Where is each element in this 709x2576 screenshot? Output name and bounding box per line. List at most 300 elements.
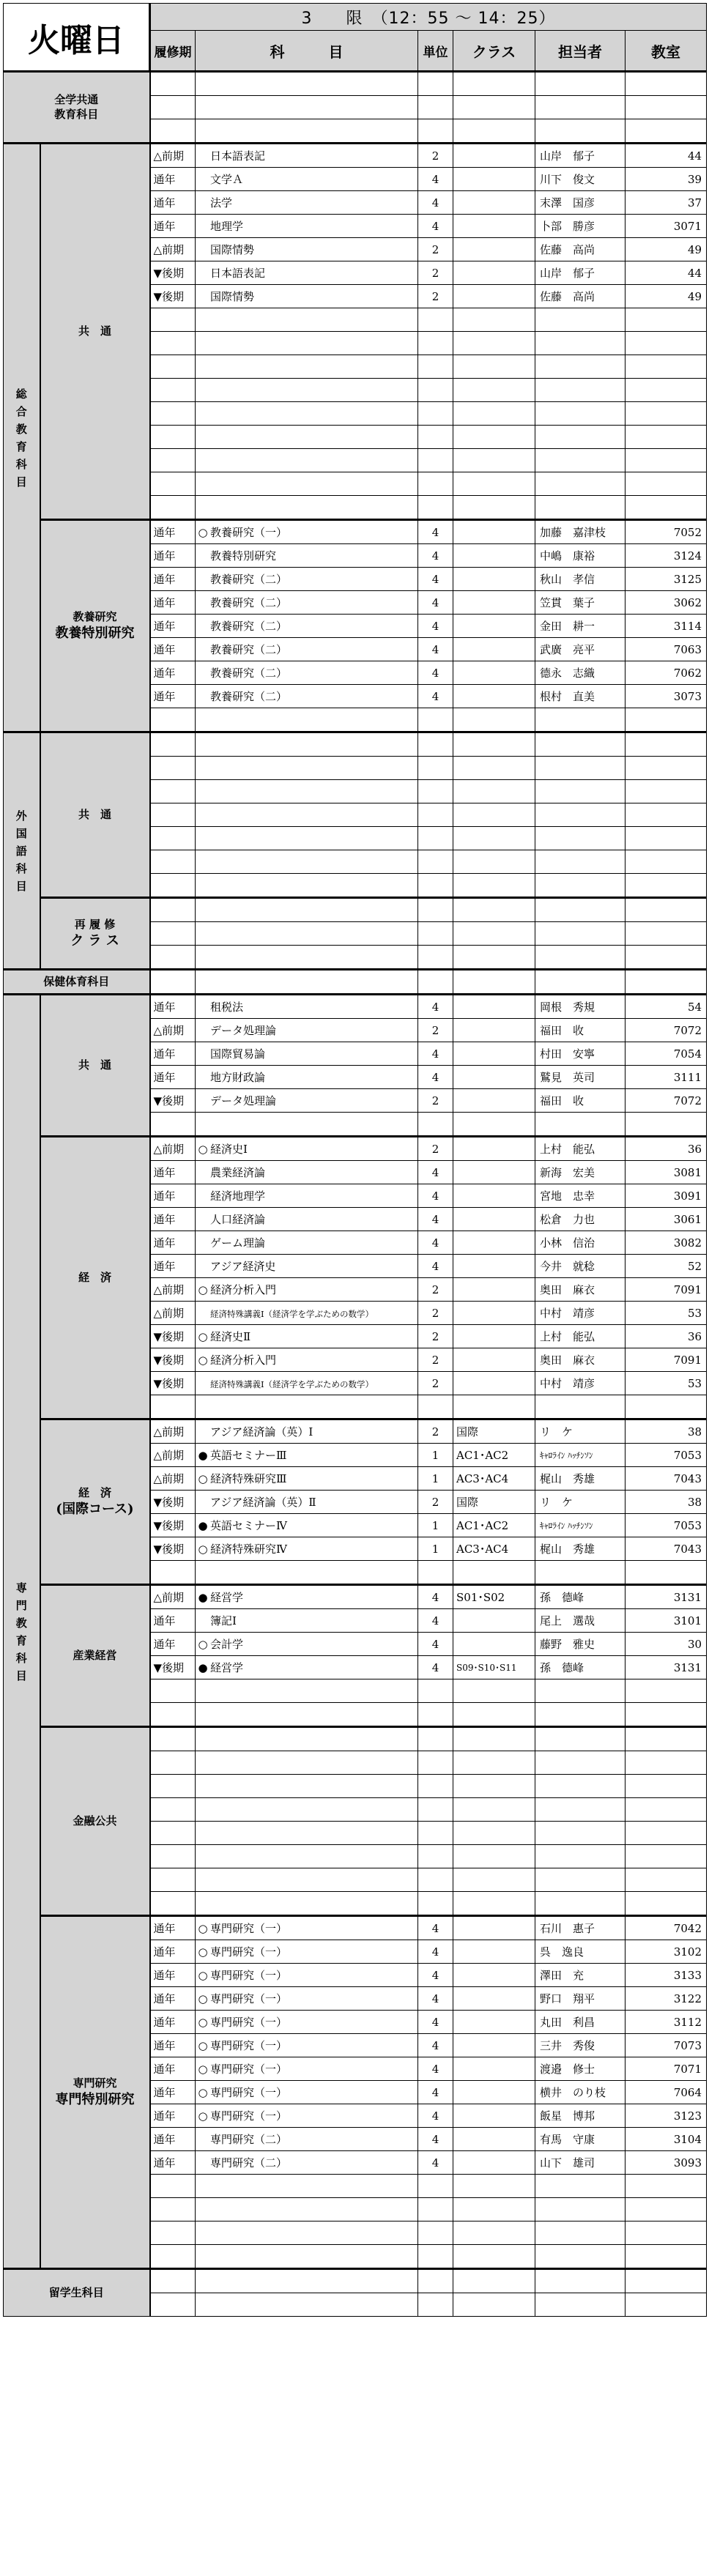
- table-row: [4, 1916, 707, 1940]
- table-row: [4, 1419, 707, 1444]
- unit-cell: [418, 2198, 453, 2221]
- subject-cell: [196, 2269, 418, 2293]
- teacher-cell: [535, 1751, 626, 1775]
- room-cell: [626, 1727, 707, 1751]
- subject-mark: ○: [198, 1283, 208, 1296]
- col-header-room: 教室: [626, 31, 707, 72]
- room-cell: [626, 308, 707, 332]
- unit-cell: 4: [418, 1208, 453, 1231]
- unit-cell: 4: [418, 1656, 453, 1679]
- semester-cell: 通年: [150, 1255, 196, 1278]
- teacher-cell: 武廣 亮平: [535, 638, 626, 661]
- semester-cell: 通年: [150, 544, 196, 568]
- table-row: [4, 1727, 707, 1751]
- subject-name: 教養研究（二）: [210, 620, 288, 633]
- room-cell: [626, 1798, 707, 1822]
- subject-name: 日本語表記: [210, 149, 266, 163]
- subject-cell: [196, 2128, 418, 2151]
- class-cell: [453, 1822, 535, 1845]
- room-cell: 3101: [626, 1609, 707, 1633]
- class-cell: [453, 661, 535, 685]
- teacher-cell: [535, 2175, 626, 2198]
- room-cell: 7053: [626, 1444, 707, 1467]
- subject-cell: [196, 379, 418, 402]
- teacher-cell: [535, 2245, 626, 2269]
- room-cell: [626, 1679, 707, 1703]
- category-label: 留学生科目: [4, 2269, 150, 2317]
- unit-cell: [418, 970, 453, 995]
- class-cell: [453, 1775, 535, 1798]
- room-cell: 7043: [626, 1467, 707, 1491]
- teacher-cell: [535, 2293, 626, 2317]
- semester-cell: 通年: [150, 1964, 196, 1987]
- unit-cell: [418, 1561, 453, 1585]
- subject-cell: [196, 615, 418, 638]
- unit-cell: [418, 96, 453, 119]
- teacher-cell: 今井 就稔: [535, 1255, 626, 1278]
- room-cell: [626, 472, 707, 496]
- class-cell: [453, 1892, 535, 1916]
- class-cell: [453, 119, 535, 144]
- subject-cell: [196, 732, 418, 757]
- teacher-cell: 佐藤 高尚: [535, 238, 626, 261]
- subject-cell: [196, 2034, 418, 2057]
- teacher-cell: [535, 72, 626, 96]
- room-cell: 3133: [626, 1964, 707, 1987]
- subcategory-name-2: (国際コース): [56, 1501, 134, 1517]
- subject-name: 経済史Ⅰ: [210, 1143, 248, 1156]
- subject-cell: [196, 355, 418, 379]
- subject-mark: ○: [198, 1638, 208, 1651]
- subject-name: 専門研究（二）: [210, 2156, 288, 2169]
- teacher-cell: 梶山 秀雄: [535, 1537, 626, 1561]
- teacher-cell: 福田 收: [535, 1019, 626, 1042]
- unit-cell: 4: [418, 1916, 453, 1940]
- semester-cell: [150, 898, 196, 922]
- subject-cell: [196, 946, 418, 970]
- subject-cell: [196, 757, 418, 780]
- class-cell: [453, 1348, 535, 1372]
- room-cell: 3082: [626, 1231, 707, 1255]
- subcategory-label: [40, 144, 150, 520]
- subject-name: 経済特殊講義Ⅰ（経済学を学ぶための数学）: [210, 1378, 374, 1389]
- subject-name: 経営学: [210, 1661, 244, 1674]
- room-cell: 7072: [626, 1019, 707, 1042]
- subject-cell: [196, 1255, 418, 1278]
- room-cell: 53: [626, 1302, 707, 1325]
- subject-cell: [196, 2175, 418, 2198]
- room-cell: 3122: [626, 1987, 707, 2011]
- class-cell: [453, 2057, 535, 2081]
- semester-cell: ▼後期: [150, 1348, 196, 1372]
- semester-cell: 通年: [150, 615, 196, 638]
- teacher-cell: 孫 德峰: [535, 1656, 626, 1679]
- subcategory-name: 経 済: [78, 1270, 111, 1284]
- class-cell: [453, 1798, 535, 1822]
- teacher-cell: 卜部 勝彦: [535, 215, 626, 238]
- subcategory-name: 教養研究: [73, 610, 117, 624]
- teacher-cell: 渡邉 修士: [535, 2057, 626, 2081]
- subject-name: 専門研究（一）: [210, 1945, 288, 1959]
- teacher-cell: 呉 逸良: [535, 1940, 626, 1964]
- subject-mark: ○: [198, 2109, 208, 2123]
- subject-cell: [196, 1491, 418, 1514]
- subcategory-name: 専門研究: [73, 2076, 117, 2090]
- unit-cell: 2: [418, 1325, 453, 1348]
- room-cell: 3102: [626, 1940, 707, 1964]
- subject-cell: [196, 261, 418, 285]
- teacher-cell: [535, 2198, 626, 2221]
- teacher-cell: [535, 1892, 626, 1916]
- room-cell: 3073: [626, 685, 707, 708]
- semester-cell: [150, 402, 196, 426]
- semester-cell: 通年: [150, 168, 196, 191]
- semester-cell: [150, 922, 196, 946]
- class-cell: [453, 1964, 535, 1987]
- room-cell: 3071: [626, 215, 707, 238]
- semester-cell: 通年: [150, 1042, 196, 1066]
- class-cell: AC1･AC2: [453, 1514, 535, 1537]
- subject-name: 教養研究（二）: [210, 690, 288, 703]
- table-row: [4, 2269, 707, 2293]
- subject-cell: [196, 1372, 418, 1395]
- teacher-cell: 山下 雄司: [535, 2151, 626, 2175]
- class-cell: 国際: [453, 1491, 535, 1514]
- class-cell: [453, 1302, 535, 1325]
- room-cell: [626, 496, 707, 520]
- teacher-cell: 岡根 秀規: [535, 995, 626, 1019]
- subject-mark: ●: [198, 1591, 208, 1604]
- subject-cell: [196, 1679, 418, 1703]
- unit-cell: 4: [418, 591, 453, 615]
- class-cell: [453, 1089, 535, 1113]
- teacher-cell: 山岸 郁子: [535, 261, 626, 285]
- teacher-cell: 孫 德峰: [535, 1585, 626, 1609]
- semester-cell: 通年: [150, 215, 196, 238]
- subject-name: 経済史Ⅱ: [210, 1330, 251, 1343]
- subject-name: 農業経済論: [210, 1166, 266, 1179]
- col-header-class: クラス: [453, 31, 535, 72]
- room-cell: 36: [626, 1137, 707, 1161]
- teacher-cell: 横井 のり枝: [535, 2081, 626, 2104]
- semester-cell: ▼後期: [150, 1656, 196, 1679]
- subject-name: 英語セミナーⅣ: [210, 1519, 287, 1532]
- unit-cell: 4: [418, 2128, 453, 2151]
- subject-cell: [196, 708, 418, 732]
- subject-cell: [196, 285, 418, 308]
- semester-cell: [150, 780, 196, 803]
- unit-cell: 2: [418, 144, 453, 168]
- room-cell: [626, 946, 707, 970]
- class-cell: [453, 402, 535, 426]
- room-cell: 3091: [626, 1184, 707, 1208]
- semester-cell: [150, 1113, 196, 1137]
- room-cell: 7071: [626, 2057, 707, 2081]
- subject-cell: [196, 1703, 418, 1727]
- subcategory-name: 産業経営: [73, 1648, 117, 1662]
- room-cell: 3125: [626, 568, 707, 591]
- subject-cell: [196, 1775, 418, 1798]
- teacher-cell: 澤田 充: [535, 1964, 626, 1987]
- subject-name: 文学Ａ: [210, 173, 244, 186]
- subject-cell: [196, 1089, 418, 1113]
- subject-cell: [196, 449, 418, 472]
- teacher-cell: 末澤 国彦: [535, 191, 626, 215]
- unit-cell: 2: [418, 1302, 453, 1325]
- teacher-cell: [535, 402, 626, 426]
- subject-cell: [196, 780, 418, 803]
- unit-cell: 4: [418, 685, 453, 708]
- teacher-cell: 秋山 孝信: [535, 568, 626, 591]
- teacher-cell: 鷲見 英司: [535, 1066, 626, 1089]
- teacher-cell: 尾上 選哉: [535, 1609, 626, 1633]
- subject-mark: ○: [198, 2039, 208, 2052]
- teacher-cell: 小林 信治: [535, 1231, 626, 1255]
- unit-cell: [418, 355, 453, 379]
- teacher-cell: [535, 119, 626, 144]
- class-cell: [453, 2034, 535, 2057]
- semester-cell: 通年: [150, 2081, 196, 2104]
- subject-mark: ○: [198, 1543, 208, 1556]
- class-cell: [453, 261, 535, 285]
- class-cell: [453, 946, 535, 970]
- room-cell: 52: [626, 1255, 707, 1278]
- unit-cell: [418, 1798, 453, 1822]
- semester-cell: 通年: [150, 1940, 196, 1964]
- semester-cell: [150, 1395, 196, 1419]
- subject-cell: [196, 332, 418, 355]
- class-cell: [453, 1325, 535, 1348]
- subject-cell: [196, 827, 418, 850]
- unit-cell: 1: [418, 1514, 453, 1537]
- class-cell: [453, 520, 535, 544]
- table-row: [4, 732, 707, 757]
- subject-cell: [196, 1348, 418, 1372]
- teacher-cell: [535, 2269, 626, 2293]
- subject-name: 専門研究（一）: [210, 2109, 288, 2123]
- unit-cell: 2: [418, 1372, 453, 1395]
- subject-cell: [196, 2293, 418, 2317]
- room-cell: [626, 379, 707, 402]
- subcategory-name: 金融公共: [73, 1814, 117, 1827]
- class-cell: [453, 285, 535, 308]
- unit-cell: 4: [418, 215, 453, 238]
- subject-name: 経済特殊講義Ⅰ（経済学を学ぶための数学）: [210, 1308, 374, 1319]
- subject-name: 法学: [210, 196, 233, 209]
- room-cell: [626, 72, 707, 96]
- semester-cell: 通年: [150, 1161, 196, 1184]
- class-cell: [453, 144, 535, 168]
- room-cell: [626, 1868, 707, 1892]
- class-cell: [453, 332, 535, 355]
- room-cell: 44: [626, 261, 707, 285]
- subject-cell: [196, 1042, 418, 1066]
- semester-cell: [150, 2293, 196, 2317]
- teacher-cell: [535, 708, 626, 732]
- unit-cell: [418, 757, 453, 780]
- timetable-body: [4, 72, 707, 2317]
- unit-cell: [418, 1113, 453, 1137]
- unit-cell: 4: [418, 1964, 453, 1987]
- room-cell: [626, 1845, 707, 1868]
- subject-cell: [196, 2011, 418, 2034]
- subcategory-label: [40, 898, 150, 970]
- room-cell: 44: [626, 144, 707, 168]
- class-cell: [453, 379, 535, 402]
- subject-cell: [196, 2104, 418, 2128]
- class-cell: [453, 1561, 535, 1585]
- subject-cell: [196, 1537, 418, 1561]
- class-cell: [453, 1609, 535, 1633]
- class-cell: [453, 2198, 535, 2221]
- room-cell: 7073: [626, 2034, 707, 2057]
- subject-name: 教養研究（一）: [210, 526, 288, 539]
- category-label: 専 門 教 育 科 目: [4, 995, 40, 2269]
- subject-name: 経済地理学: [210, 1189, 266, 1203]
- semester-cell: [150, 1727, 196, 1751]
- unit-cell: [418, 1679, 453, 1703]
- room-cell: [626, 898, 707, 922]
- class-cell: [453, 1231, 535, 1255]
- teacher-cell: [535, 472, 626, 496]
- class-cell: [453, 1372, 535, 1395]
- unit-cell: 4: [418, 1987, 453, 2011]
- subject-cell: [196, 995, 418, 1019]
- semester-cell: 通年: [150, 2151, 196, 2175]
- subject-name: 教養研究（二）: [210, 667, 288, 680]
- semester-cell: △前期: [150, 1467, 196, 1491]
- class-cell: [453, 2245, 535, 2269]
- semester-cell: [150, 1561, 196, 1585]
- unit-cell: 2: [418, 1491, 453, 1514]
- unit-cell: 2: [418, 1137, 453, 1161]
- class-cell: [453, 168, 535, 191]
- semester-cell: [150, 496, 196, 520]
- subject-name: 簿記Ⅰ: [210, 1614, 237, 1627]
- class-cell: [453, 2081, 535, 2104]
- teacher-cell: 野口 翔平: [535, 1987, 626, 2011]
- semester-cell: [150, 803, 196, 827]
- class-cell: [453, 1137, 535, 1161]
- teacher-cell: [535, 1395, 626, 1419]
- subject-cell: [196, 426, 418, 449]
- category-label: 総 合 教 育 科 目: [4, 144, 40, 732]
- teacher-cell: 丸田 利昌: [535, 2011, 626, 2034]
- room-cell: 3114: [626, 615, 707, 638]
- subject-name: 経済特殊研究Ⅳ: [210, 1543, 287, 1556]
- subject-mark: ○: [198, 1354, 208, 1367]
- semester-cell: △前期: [150, 1278, 196, 1302]
- semester-cell: [150, 119, 196, 144]
- class-cell: [453, 850, 535, 874]
- unit-cell: [418, 472, 453, 496]
- subject-cell: [196, 1585, 418, 1609]
- room-cell: [626, 732, 707, 757]
- semester-cell: 通年: [150, 661, 196, 685]
- room-cell: [626, 96, 707, 119]
- semester-cell: [150, 2198, 196, 2221]
- subject-cell: [196, 850, 418, 874]
- class-cell: [453, 1161, 535, 1184]
- subject-cell: [196, 1845, 418, 1868]
- semester-cell: ▼後期: [150, 285, 196, 308]
- class-cell: [453, 591, 535, 615]
- teacher-cell: [535, 1822, 626, 1845]
- unit-cell: 4: [418, 2104, 453, 2128]
- subject-mark: ○: [198, 1992, 208, 2005]
- teacher-cell: 中村 靖彦: [535, 1372, 626, 1395]
- teacher-cell: [535, 308, 626, 332]
- room-cell: 3124: [626, 544, 707, 568]
- subject-cell: [196, 922, 418, 946]
- semester-cell: [150, 827, 196, 850]
- semester-cell: 通年: [150, 2104, 196, 2128]
- unit-cell: 4: [418, 2081, 453, 2104]
- unit-cell: [418, 2175, 453, 2198]
- room-cell: 7052: [626, 520, 707, 544]
- teacher-cell: [535, 1679, 626, 1703]
- teacher-cell: [535, 426, 626, 449]
- subject-cell: [196, 191, 418, 215]
- semester-cell: 通年: [150, 2011, 196, 2034]
- room-cell: [626, 850, 707, 874]
- unit-cell: 4: [418, 2151, 453, 2175]
- semester-cell: [150, 1703, 196, 1727]
- unit-cell: [418, 379, 453, 402]
- subject-cell: [196, 874, 418, 898]
- class-cell: [453, 1916, 535, 1940]
- room-cell: [626, 780, 707, 803]
- table-row: [4, 1137, 707, 1161]
- teacher-cell: 奥田 麻衣: [535, 1278, 626, 1302]
- subject-cell: [196, 661, 418, 685]
- subject-name: 専門研究（一）: [210, 2039, 288, 2052]
- unit-cell: [418, 1751, 453, 1775]
- room-cell: 3081: [626, 1161, 707, 1184]
- semester-cell: △前期: [150, 1302, 196, 1325]
- class-cell: [453, 2011, 535, 2034]
- class-cell: [453, 238, 535, 261]
- semester-cell: 通年: [150, 1066, 196, 1089]
- subject-name: 会計学: [210, 1638, 244, 1651]
- class-cell: [453, 449, 535, 472]
- subject-name: 教養研究（二）: [210, 596, 288, 609]
- class-cell: [453, 757, 535, 780]
- room-cell: [626, 1395, 707, 1419]
- class-cell: [453, 2269, 535, 2293]
- semester-cell: ▼後期: [150, 1372, 196, 1395]
- room-cell: [626, 1822, 707, 1845]
- col-header-unit: 単位: [418, 31, 453, 72]
- subject-cell: [196, 1822, 418, 1845]
- subject-mark: ○: [198, 526, 208, 539]
- teacher-cell: [535, 803, 626, 827]
- teacher-cell: [535, 496, 626, 520]
- unit-cell: 4: [418, 1609, 453, 1633]
- subject-cell: [196, 119, 418, 144]
- subject-mark: ○: [198, 1922, 208, 1935]
- class-cell: [453, 1042, 535, 1066]
- subcategory-name-2: ク ラ ス: [70, 932, 119, 949]
- class-cell: [453, 874, 535, 898]
- teacher-cell: 笠貫 葉子: [535, 591, 626, 615]
- room-cell: 3123: [626, 2104, 707, 2128]
- subject-cell: [196, 1161, 418, 1184]
- room-cell: [626, 1892, 707, 1916]
- room-cell: 3131: [626, 1585, 707, 1609]
- room-cell: 49: [626, 238, 707, 261]
- semester-cell: △前期: [150, 144, 196, 168]
